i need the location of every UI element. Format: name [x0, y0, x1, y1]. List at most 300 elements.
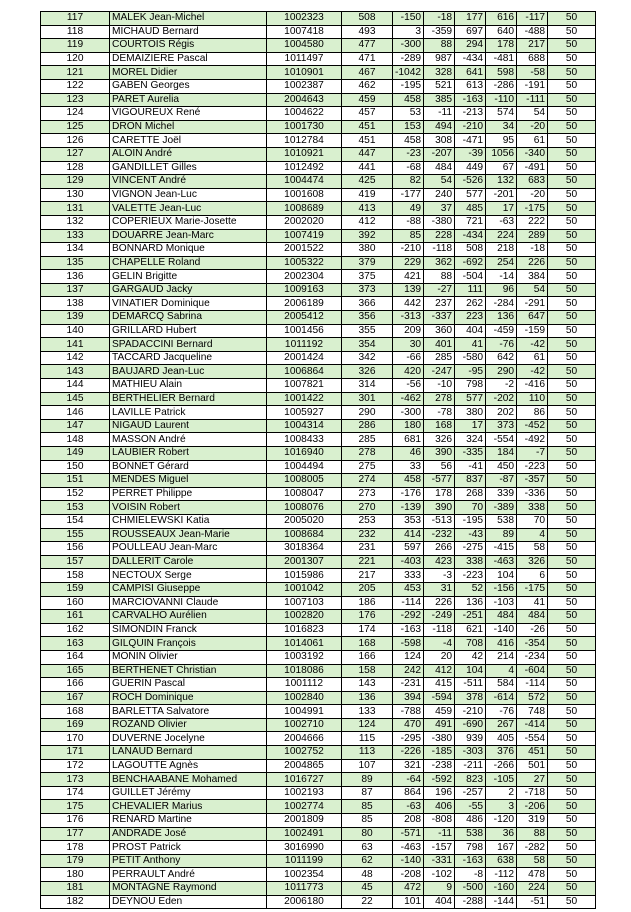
cell-s2: 308	[424, 134, 455, 148]
cell-rank: 142	[41, 351, 110, 365]
cell-s1: 46	[393, 447, 424, 461]
cell-s5: 688	[517, 52, 548, 66]
cell-rank: 157	[41, 555, 110, 569]
cell-name: MASSON André	[110, 433, 267, 447]
cell-s4: 4	[486, 664, 517, 678]
cell-points: 290	[342, 406, 393, 420]
cell-points: 462	[342, 79, 393, 93]
cell-s5: -291	[517, 297, 548, 311]
table-row	[41, 66, 596, 80]
cell-s4: 17	[486, 202, 517, 216]
cell-s3: -223	[455, 569, 486, 583]
cell-s1: 458	[393, 474, 424, 488]
cell-points: 459	[342, 93, 393, 107]
cell-count: 50	[548, 596, 596, 610]
cell-s2: 168	[424, 419, 455, 433]
table-row	[41, 161, 596, 175]
cell-s3: 798	[455, 379, 486, 393]
cell-points: 231	[342, 542, 393, 556]
cell-s4: -63	[486, 215, 517, 229]
table-row	[41, 202, 596, 216]
cell-s4: -76	[486, 338, 517, 352]
cell-s3: -39	[455, 147, 486, 161]
table-row	[41, 392, 596, 406]
cell-name: MOREL Didier	[110, 66, 267, 80]
cell-s4: -481	[486, 52, 517, 66]
cell-s2: 326	[424, 433, 455, 447]
cell-name: ALOIN André	[110, 147, 267, 161]
cell-rank: 127	[41, 147, 110, 161]
cell-s2: 415	[424, 678, 455, 692]
cell-name: NECTOUX Serge	[110, 569, 267, 583]
cell-s3: 837	[455, 474, 486, 488]
cell-count: 50	[548, 215, 596, 229]
cell-id: 2006180	[267, 895, 342, 909]
cell-name: TACCARD Jacqueline	[110, 351, 267, 365]
table-body	[41, 12, 596, 909]
cell-count: 50	[548, 678, 596, 692]
cell-s3: 721	[455, 215, 486, 229]
cell-s5: -175	[517, 582, 548, 596]
cell-id: 1004580	[267, 39, 342, 53]
table-row	[41, 827, 596, 841]
cell-s4: 132	[486, 175, 517, 189]
cell-s2: 31	[424, 582, 455, 596]
cell-rank: 124	[41, 107, 110, 121]
cell-id: 1001042	[267, 582, 342, 596]
cell-s5: 86	[517, 406, 548, 420]
cell-s3: -257	[455, 786, 486, 800]
cell-id: 1001112	[267, 678, 342, 692]
cell-s4: 67	[486, 161, 517, 175]
cell-points: 176	[342, 610, 393, 624]
cell-points: 419	[342, 188, 393, 202]
cell-s5: 338	[517, 501, 548, 515]
cell-s2: -331	[424, 854, 455, 868]
cell-s2: -18	[424, 12, 455, 26]
cell-s1: 153	[393, 120, 424, 134]
cell-rank: 135	[41, 256, 110, 270]
cell-rank: 179	[41, 854, 110, 868]
cell-name: PROST Patrick	[110, 841, 267, 855]
cell-s4: -284	[486, 297, 517, 311]
cell-s4: 202	[486, 406, 517, 420]
cell-s2: -78	[424, 406, 455, 420]
cell-rank: 122	[41, 79, 110, 93]
table-row	[41, 243, 596, 257]
cell-s5: -223	[517, 460, 548, 474]
cell-points: 253	[342, 514, 393, 528]
cell-points: 22	[342, 895, 393, 909]
cell-s2: 484	[424, 161, 455, 175]
cell-rank: 177	[41, 827, 110, 841]
cell-id: 1002323	[267, 12, 342, 26]
cell-points: 168	[342, 637, 393, 651]
table-row	[41, 351, 596, 365]
cell-s4: 96	[486, 283, 517, 297]
cell-points: 62	[342, 854, 393, 868]
cell-s2: 385	[424, 93, 455, 107]
cell-s4: 34	[486, 120, 517, 134]
cell-s1: -571	[393, 827, 424, 841]
cell-count: 50	[548, 93, 596, 107]
cell-id: 1007419	[267, 229, 342, 243]
cell-name: DOUARRE Jean-Marc	[110, 229, 267, 243]
cell-id: 1004314	[267, 419, 342, 433]
cell-points: 392	[342, 229, 393, 243]
cell-s4: -266	[486, 759, 517, 773]
table-row	[41, 379, 596, 393]
cell-name: MONTAGNE Raymond	[110, 882, 267, 896]
cell-name: ROUSSEAUX Jean-Marie	[110, 528, 267, 542]
cell-s4: 136	[486, 311, 517, 325]
cell-points: 342	[342, 351, 393, 365]
cell-id: 1007821	[267, 379, 342, 393]
cell-s4: 584	[486, 678, 517, 692]
cell-name: MENDES Miguel	[110, 474, 267, 488]
table-row	[41, 705, 596, 719]
cell-id: 1008047	[267, 487, 342, 501]
cell-s5: -18	[517, 243, 548, 257]
table-row	[41, 229, 596, 243]
cell-s4: 89	[486, 528, 517, 542]
cell-s3: -275	[455, 542, 486, 556]
cell-name: SPADACCINI Bernard	[110, 338, 267, 352]
cell-id: 2004643	[267, 93, 342, 107]
cell-s3: -251	[455, 610, 486, 624]
cell-s3: 136	[455, 596, 486, 610]
cell-s1: 33	[393, 460, 424, 474]
cell-count: 50	[548, 229, 596, 243]
cell-points: 355	[342, 324, 393, 338]
cell-count: 50	[548, 555, 596, 569]
table-row	[41, 297, 596, 311]
cell-points: 278	[342, 447, 393, 461]
cell-name: BERTHELIER Bernard	[110, 392, 267, 406]
cell-s2: -27	[424, 283, 455, 297]
cell-s1: 864	[393, 786, 424, 800]
cell-name: ROCH Dominique	[110, 691, 267, 705]
cell-s2: -11	[424, 827, 455, 841]
cell-s5: -20	[517, 120, 548, 134]
cell-s4: -554	[486, 433, 517, 447]
cell-points: 366	[342, 297, 393, 311]
cell-points: 301	[342, 392, 393, 406]
cell-id: 1008005	[267, 474, 342, 488]
table-row	[41, 841, 596, 855]
cell-rank: 182	[41, 895, 110, 909]
cell-count: 50	[548, 25, 596, 39]
cell-name: MONIN Olivier	[110, 650, 267, 664]
table-row	[41, 175, 596, 189]
cell-s1: -177	[393, 188, 424, 202]
cell-count: 50	[548, 270, 596, 284]
cell-name: LAUBIER Robert	[110, 447, 267, 461]
cell-id: 1004494	[267, 460, 342, 474]
cell-rank: 118	[41, 25, 110, 39]
cell-count: 50	[548, 759, 596, 773]
cell-s5: 683	[517, 175, 548, 189]
cell-id: 1016940	[267, 447, 342, 461]
cell-s3: -434	[455, 229, 486, 243]
cell-count: 50	[548, 827, 596, 841]
cell-s2: 237	[424, 297, 455, 311]
cell-id: 1003192	[267, 650, 342, 664]
cell-name: DALLERIT Carole	[110, 555, 267, 569]
cell-points: 413	[342, 202, 393, 216]
cell-s5: -718	[517, 786, 548, 800]
cell-s2: -157	[424, 841, 455, 855]
cell-points: 412	[342, 215, 393, 229]
cell-id: 1010901	[267, 66, 342, 80]
cell-s2: -118	[424, 623, 455, 637]
cell-name: MARCIOVANNI Claude	[110, 596, 267, 610]
cell-s1: -292	[393, 610, 424, 624]
cell-s5: -111	[517, 93, 548, 107]
cell-s3: 17	[455, 419, 486, 433]
cell-s2: -594	[424, 691, 455, 705]
cell-s2: 491	[424, 718, 455, 732]
cell-rank: 174	[41, 786, 110, 800]
cell-s5: -7	[517, 447, 548, 461]
cell-rank: 158	[41, 569, 110, 583]
cell-s5: -452	[517, 419, 548, 433]
cell-rank: 148	[41, 433, 110, 447]
table-row	[41, 501, 596, 515]
cell-points: 493	[342, 25, 393, 39]
cell-s5: 217	[517, 39, 548, 53]
cell-count: 50	[548, 474, 596, 488]
cell-s2: 178	[424, 487, 455, 501]
cell-s2: -247	[424, 365, 455, 379]
table-row	[41, 868, 596, 882]
cell-s5: -357	[517, 474, 548, 488]
cell-s1: 321	[393, 759, 424, 773]
cell-s4: 254	[486, 256, 517, 270]
cell-s3: 798	[455, 841, 486, 855]
cell-s3: -500	[455, 882, 486, 896]
cell-s3: -471	[455, 134, 486, 148]
cell-s3: 621	[455, 623, 486, 637]
table-row	[41, 311, 596, 325]
cell-s3: -526	[455, 175, 486, 189]
cell-s2: 278	[424, 392, 455, 406]
table-row	[41, 487, 596, 501]
cell-id: 1002820	[267, 610, 342, 624]
cell-s3: -434	[455, 52, 486, 66]
cell-s4: -87	[486, 474, 517, 488]
cell-s2: 360	[424, 324, 455, 338]
cell-points: 133	[342, 705, 393, 719]
cell-s5: -51	[517, 895, 548, 909]
cell-id: 1014061	[267, 637, 342, 651]
cell-count: 50	[548, 120, 596, 134]
cell-s1: 3	[393, 25, 424, 39]
cell-id: 1009163	[267, 283, 342, 297]
cell-s1: -195	[393, 79, 424, 93]
cell-s2: -118	[424, 243, 455, 257]
cell-s1: -295	[393, 732, 424, 746]
cell-id: 2005020	[267, 514, 342, 528]
table-row	[41, 39, 596, 53]
cell-name: CHEVALIER Marius	[110, 800, 267, 814]
cell-s4: -459	[486, 324, 517, 338]
cell-points: 217	[342, 569, 393, 583]
cell-count: 50	[548, 283, 596, 297]
cell-name: PETIT Anthony	[110, 854, 267, 868]
cell-id: 3016990	[267, 841, 342, 855]
cell-points: 447	[342, 147, 393, 161]
cell-s5: 110	[517, 392, 548, 406]
cell-s1: -163	[393, 623, 424, 637]
table-row	[41, 664, 596, 678]
cell-rank: 120	[41, 52, 110, 66]
cell-name: GILQUIN François	[110, 637, 267, 651]
table-row	[41, 79, 596, 93]
table-row	[41, 800, 596, 814]
cell-s2: 494	[424, 120, 455, 134]
cell-s5: 226	[517, 256, 548, 270]
cell-s5: 222	[517, 215, 548, 229]
cell-rank: 150	[41, 460, 110, 474]
cell-s1: -300	[393, 406, 424, 420]
cell-s2: 390	[424, 447, 455, 461]
cell-count: 50	[548, 447, 596, 461]
cell-s2: -808	[424, 814, 455, 828]
cell-s1: -114	[393, 596, 424, 610]
cell-rank: 131	[41, 202, 110, 216]
cell-s5: 27	[517, 773, 548, 787]
table-row	[41, 514, 596, 528]
cell-name: CHMIELEWSKI Katia	[110, 514, 267, 528]
cell-rank: 178	[41, 841, 110, 855]
cell-name: VINCENT André	[110, 175, 267, 189]
cell-s5: 484	[517, 610, 548, 624]
cell-s2: 987	[424, 52, 455, 66]
cell-rank: 141	[41, 338, 110, 352]
cell-s4: 290	[486, 365, 517, 379]
table-row	[41, 542, 596, 556]
cell-s2: 226	[424, 596, 455, 610]
cell-id: 1012784	[267, 134, 342, 148]
cell-s4: -2	[486, 379, 517, 393]
cell-rank: 170	[41, 732, 110, 746]
cell-rank: 167	[41, 691, 110, 705]
cell-id: 1004622	[267, 107, 342, 121]
cell-count: 50	[548, 379, 596, 393]
cell-points: 107	[342, 759, 393, 773]
cell-points: 373	[342, 283, 393, 297]
cell-s3: -335	[455, 447, 486, 461]
cell-s5: 54	[517, 107, 548, 121]
table-row	[41, 338, 596, 352]
cell-s4: 218	[486, 243, 517, 257]
cell-count: 50	[548, 854, 596, 868]
cell-count: 50	[548, 718, 596, 732]
cell-name: GUILLET Jérémy	[110, 786, 267, 800]
cell-id: 1005322	[267, 256, 342, 270]
cell-s5: -159	[517, 324, 548, 338]
cell-s3: 378	[455, 691, 486, 705]
cell-rank: 180	[41, 868, 110, 882]
cell-s5: -340	[517, 147, 548, 161]
cell-id: 1018086	[267, 664, 342, 678]
cell-count: 50	[548, 147, 596, 161]
cell-name: VINATIER Dominique	[110, 297, 267, 311]
cell-s2: 406	[424, 800, 455, 814]
cell-s3: 577	[455, 392, 486, 406]
cell-rank: 138	[41, 297, 110, 311]
cell-s2: 88	[424, 39, 455, 53]
cell-s1: -56	[393, 379, 424, 393]
table-row	[41, 882, 596, 896]
cell-points: 457	[342, 107, 393, 121]
cell-s3: 939	[455, 732, 486, 746]
cell-count: 50	[548, 487, 596, 501]
cell-s5: 61	[517, 351, 548, 365]
cell-s1: 421	[393, 270, 424, 284]
cell-s3: 52	[455, 582, 486, 596]
cell-s3: -163	[455, 93, 486, 107]
cell-s5: -604	[517, 664, 548, 678]
cell-count: 50	[548, 107, 596, 121]
table-row	[41, 596, 596, 610]
cell-id: 1002354	[267, 868, 342, 882]
cell-rank: 151	[41, 474, 110, 488]
cell-s3: -504	[455, 270, 486, 284]
cell-points: 286	[342, 419, 393, 433]
cell-name: MICHAUD Bernard	[110, 25, 267, 39]
cell-s1: -64	[393, 773, 424, 787]
cell-s5: -336	[517, 487, 548, 501]
cell-id: 1002387	[267, 79, 342, 93]
cell-name: DRON Michel	[110, 120, 267, 134]
table-row	[41, 555, 596, 569]
cell-s5: -234	[517, 650, 548, 664]
cell-count: 50	[548, 732, 596, 746]
cell-rank: 129	[41, 175, 110, 189]
cell-s3: 708	[455, 637, 486, 651]
cell-s4: 416	[486, 637, 517, 651]
cell-s5: -414	[517, 718, 548, 732]
cell-rank: 136	[41, 270, 110, 284]
cell-count: 50	[548, 188, 596, 202]
cell-s4: 178	[486, 39, 517, 53]
cell-name: CARVALHO Aurélien	[110, 610, 267, 624]
cell-s3: -195	[455, 514, 486, 528]
cell-name: DEMAIZIERE Pascal	[110, 52, 267, 66]
cell-name: CARETTE Joël	[110, 134, 267, 148]
cell-name: MATHIEU Alain	[110, 379, 267, 393]
cell-s1: -226	[393, 746, 424, 760]
cell-count: 50	[548, 610, 596, 624]
cell-s1: 472	[393, 882, 424, 896]
cell-count: 50	[548, 650, 596, 664]
cell-rank: 168	[41, 705, 110, 719]
cell-s4: 214	[486, 650, 517, 664]
cell-points: 89	[342, 773, 393, 787]
cell-rank: 121	[41, 66, 110, 80]
cell-s5: 224	[517, 882, 548, 896]
cell-rank: 166	[41, 678, 110, 692]
cell-name: GELIN Brigitte	[110, 270, 267, 284]
cell-points: 275	[342, 460, 393, 474]
cell-s5: 61	[517, 134, 548, 148]
table-row	[41, 134, 596, 148]
cell-s1: -88	[393, 215, 424, 229]
table-row	[41, 324, 596, 338]
cell-count: 50	[548, 392, 596, 406]
